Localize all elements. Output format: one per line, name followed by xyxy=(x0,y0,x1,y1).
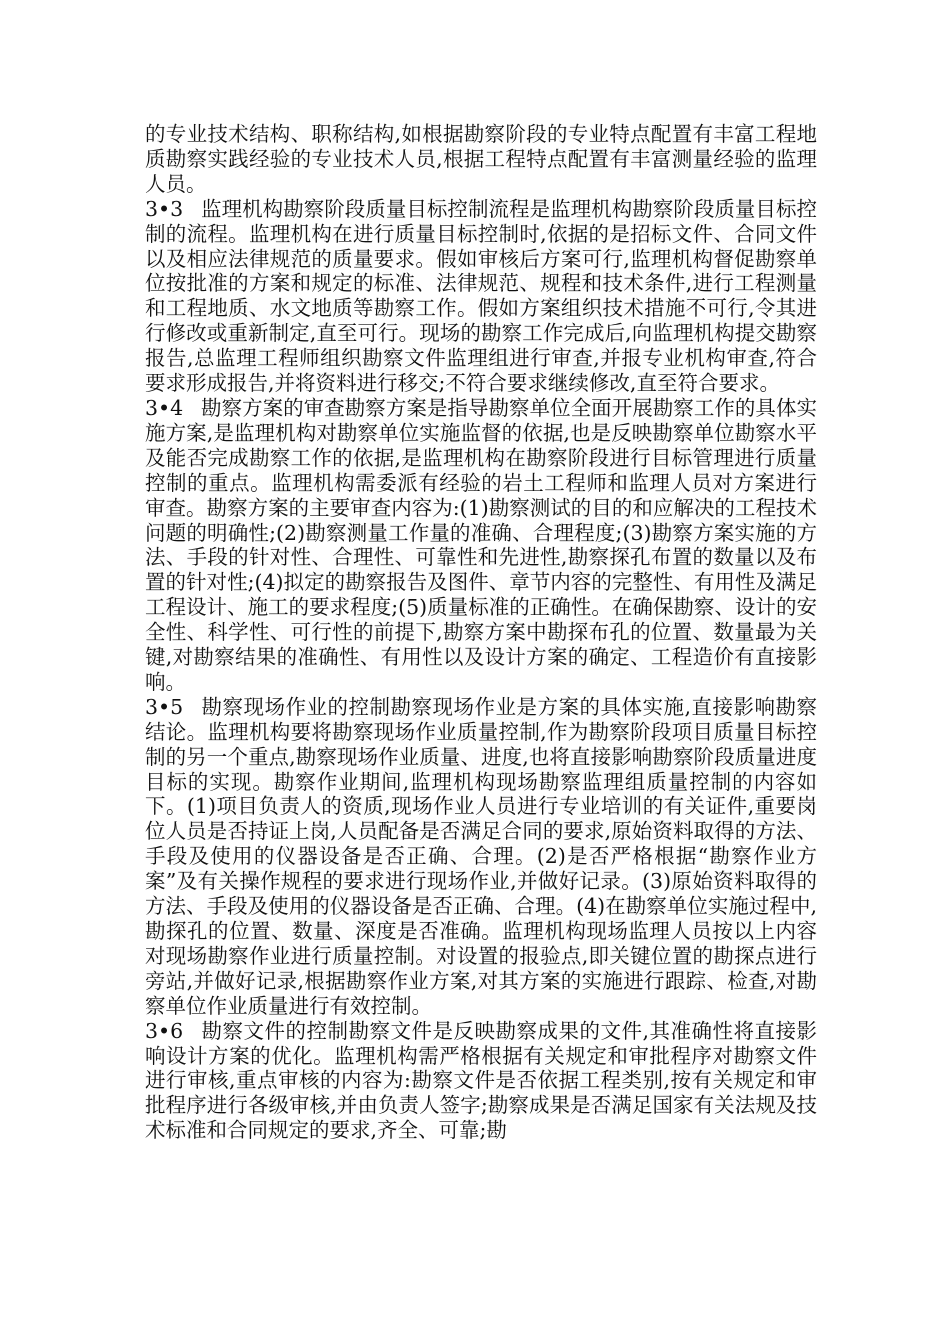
section-number: 3•3 xyxy=(145,196,184,221)
paragraph-continuation xyxy=(145,122,817,197)
section-number: 3•5 xyxy=(145,694,184,719)
paragraph-text: 勘察现场作业的控制勘察现场作业是方案的具体实施,直接影响勘察结论。监理机构要将勘察现场作业质量控制,作为勘察阶段项目质量目标控制的另一个重点,勘察现场作业质量、进度,也将直接影响勘察阶段质量进度目标的实现。勘察作业期间,监理机构现场勘察监理组质量控制的内容如下。(1)项目负责人的资质,现场作业人员进行专业培训的有关证件,重要岗位人员是否持证上岗,人员配备是否满足合同的要求,原始资料取得的方法、手段及使用的仪器设备是否正确、合理。(2)是否严格根据“勘察作业方案”及有关操作规程的要求进行现场作业,并做好记录。(3)原始资料取得的方法、手段及使用的仪器设备是否正确、合理。(4)在勘察单位实施过程中,勘探孔的位置、数量、深度是否准确。监理机构现场监理人员按以上内容对现场勘察作业进行质量控制。对设置的报验点,即关键位置的勘探点进行旁站,并做好记录,根据勘察作业方案,对其方案的实施进行跟踪、检查,对勘察单位作业质量进行有效控制。 xyxy=(145,694,817,1018)
paragraph-text: 的专业技术结构、职称结构,如根据勘察阶段的专业特点配置有丰富工程地质勘察实践经验的专业技术人员,根据工程特点配置有丰富测量经验的监理人员。 xyxy=(145,122,817,196)
section-number: 3•6 xyxy=(145,1018,184,1043)
section-number: 3•4 xyxy=(145,395,184,420)
section-3-6 xyxy=(145,1019,817,1144)
document-body xyxy=(145,122,817,1143)
paragraph-text: 监理机构勘察阶段质量目标控制流程是监理机构勘察阶段质量目标控制的流程。监理机构在进行质量目标控制时,依据的是招标文件、合同文件以及相应法律规范的质量要求。假如审核后方案可行,监理机构督促勘察单位按批准的方案和规定的标准、法律规范、规程和技术条件,进行工程测量和工程地质、水文地质等勘察工作。假如方案组织技术措施不可行,令其进行修改或重新制定,直至可行。现场的勘察工作完成后,向监理机构提交勘察报告,总监理工程师组织勘察文件监理组进行审查,并报专业机构审查,符合要求形成报告,并将资料进行移交;不符合要求继续修改,直至符合要求。 xyxy=(145,196,817,396)
section-3-3 xyxy=(145,197,817,396)
section-3-4 xyxy=(145,396,817,695)
paragraph-text: 勘察方案的审查勘察方案是指导勘察单位全面开展勘察工作的具体实施方案,是监理机构对勘察单位实施监督的依据,也是反映勘察单位勘察水平及能否完成勘察工作的依据,是监理机构在勘察阶段进行目标管理进行质量控制的重点。监理机构需委派有经验的岩土工程师和监理人员对方案进行审查。勘察方案的主要审查内容为:(1)勘察测试的目的和应解决的工程技术问题的明确性;(2)勘察测量工作量的准确、合理程度;(3)勘察方案实施的方法、手段的针对性、合理性、可靠性和先进性,勘察探孔布置的数量以及布置的针对性;(4)拟定的勘察报告及图件、章节内容的完整性、有用性及满足工程设计、施工的要求程度;(5)质量标准的正确性。在确保勘察、设计的安全性、科学性、可行性的前提下,勘察方案中勘探布孔的位置、数量最为关键,对勘察结果的准确性、有用性以及设计方案的确定、工程造价有直接影响。 xyxy=(145,395,817,694)
paragraph-text: 勘察文件的控制勘察文件是反映勘察成果的文件,其准确性将直接影响设计方案的优化。监理机构需严格根据有关规定和审批程序对勘察文件进行审核,重点审核的内容为:勘察文件是否依据工程类别,按有关规定和审批程序进行各级审核,并由负责人签字;勘察成果是否满足国家有关法规及技术标准和合同规定的要求,齐全、可靠;勘 xyxy=(145,1018,817,1143)
section-3-5 xyxy=(145,695,817,1019)
